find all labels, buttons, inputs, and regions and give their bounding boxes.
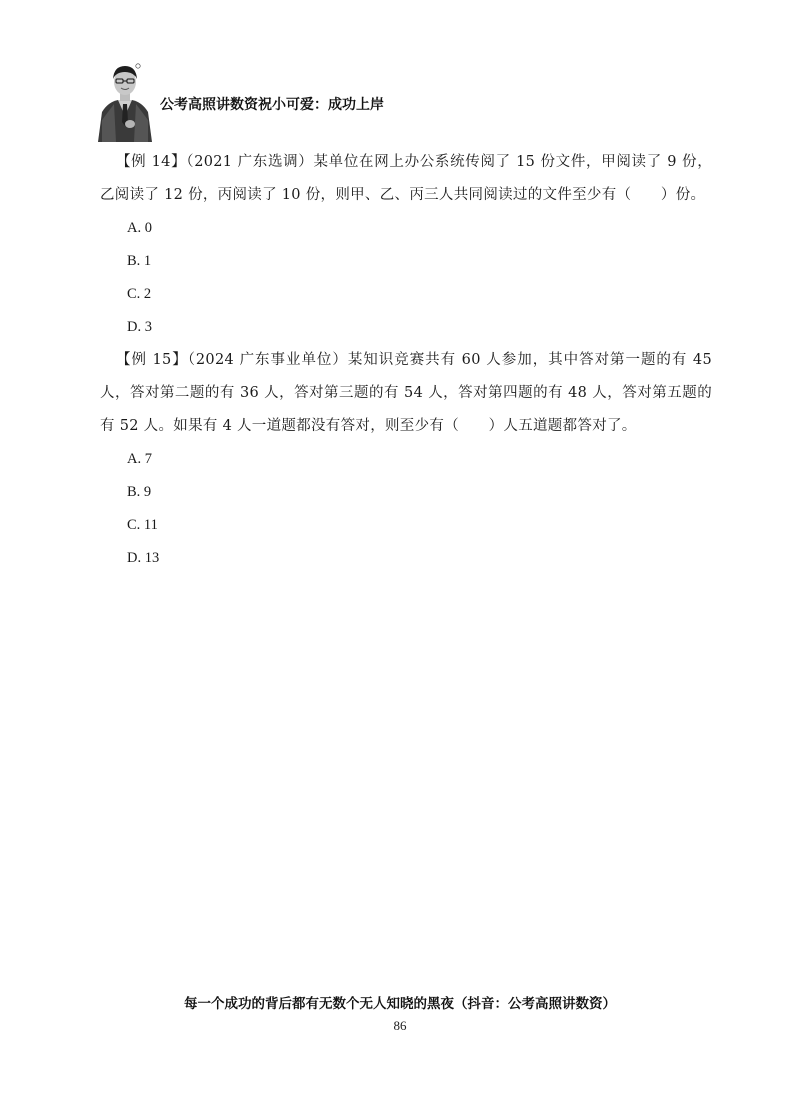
question-15-option-b: B. 9: [127, 484, 152, 500]
page-number: 86: [393, 1018, 407, 1033]
question-14-option-a: A. 0: [127, 220, 152, 236]
question-15-text: 【例 15】（2024 广东事业单位）某知识竞赛共有 60 人参加，其中答对第一题的有 45 人，答对第二题的有 36 人，答对第三题的有 54 人，答对第四题的有 48 人，答对第五题的有 52 人。如果有 4 人一道题都没有答对，则至少有（ ）人五道题都答对了。: [100, 352, 712, 434]
question-14-option-d: D. 3: [127, 319, 152, 335]
document-body: [100, 146, 712, 575]
question-15-option-a: A. 7: [127, 451, 152, 467]
footer-motto: 每一个成功的背后都有无数个无人知晓的黑夜（抖音：公考高照讲数资）: [184, 996, 616, 1012]
question-14-option-c: C. 2: [127, 286, 152, 302]
question-14-option-b: B. 1: [127, 253, 152, 269]
question-15-option-d: D. 13: [127, 550, 160, 566]
header-title: 公考高照讲数资祝小可爱：成功上岸: [160, 97, 384, 113]
page-header: [94, 60, 514, 142]
author-photo: [94, 60, 156, 142]
question-15-option-c: C. 11: [127, 517, 158, 533]
question-14-text: 【例 14】（2021 广东选调）某单位在网上办公系统传阅了 15 份文件，甲阅读了 9 份，乙阅读了 12 份，丙阅读了 10 份，则甲、乙、丙三人共同阅读过的文件至少有（ ）份。: [100, 154, 712, 203]
